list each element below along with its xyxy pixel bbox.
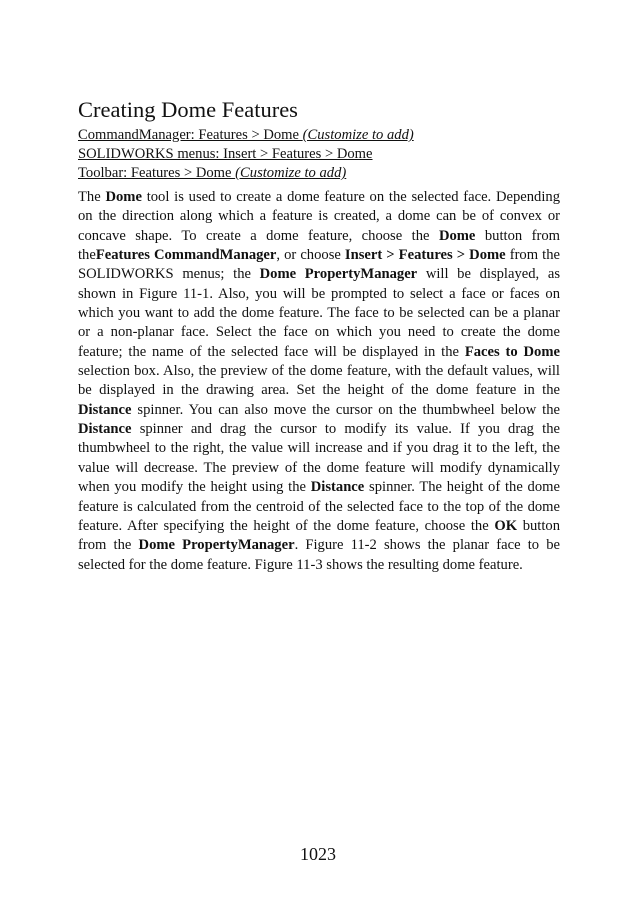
text-run: spinner and drag the cursor to modify its value. If you drag the thumbwheel to the right, the value will increase and if you drag it to the left, the value will decrease. The preview of the dome feature will modify dynamically when you modify the height using the bbox=[78, 421, 560, 496]
commandmanager-path bbox=[78, 126, 560, 145]
text-run: button from the bbox=[78, 227, 560, 264]
bold-run: Distance bbox=[78, 421, 132, 438]
menus-path-text: SOLIDWORKS menus: Insert > Features > Dome bbox=[78, 146, 373, 162]
menus-path bbox=[78, 145, 560, 164]
text-run: will be displayed, as shown in Figure 11-1. Also, you will be prompted to select a face or faces on which you want to add the dome feature. The face to be selected can be a planar or a non-planar face. Select the face on which you need to create the dome feature; the name of the selected face will be displayed in the bbox=[78, 266, 560, 360]
body-paragraph bbox=[78, 188, 560, 575]
bold-run: Dome PropertyManager bbox=[259, 266, 418, 283]
bold-run: OK bbox=[494, 517, 518, 534]
bold-run: Distance bbox=[78, 401, 132, 418]
bold-run: Dome bbox=[438, 227, 476, 244]
commandmanager-path-text: CommandManager: Features > Dome bbox=[78, 127, 303, 143]
toolbar-path bbox=[78, 164, 560, 183]
text-run: button from the bbox=[78, 517, 560, 554]
text-run: selection box. Also, the preview of the dome feature, with the default values, will be displayed in the drawing area. Set the height of the dome feature in the bbox=[78, 363, 560, 399]
text-run: , or choose bbox=[276, 247, 345, 264]
text-run: The bbox=[78, 189, 106, 205]
toolbar-path-text: Toolbar: Features > Dome bbox=[78, 165, 236, 181]
toolbar-path-note: (Customize to add) bbox=[235, 165, 347, 181]
page-number: 1023 bbox=[300, 844, 336, 864]
page-content bbox=[78, 96, 560, 589]
bold-run: Dome bbox=[105, 189, 142, 205]
bold-run: Dome PropertyManager bbox=[138, 537, 295, 554]
bold-run: Distance bbox=[310, 479, 365, 496]
bold-run: Faces to Dome bbox=[464, 343, 560, 360]
bold-run: Insert > Features > Dome bbox=[344, 247, 506, 264]
text-run: spinner. You can also move the cursor on the thumbwheel below the bbox=[131, 401, 560, 418]
commandmanager-path-note: (Customize to add) bbox=[302, 127, 414, 143]
text-run: from the SOLIDWORKS menus; the bbox=[78, 247, 560, 283]
text-run: tool is used to create a dome feature on the selected face. Depending on the direction along which a feature is created, a dome can be of convex or concave shape. To create a dome feature, choose the bbox=[78, 189, 560, 244]
text-run: spinner. The height of the dome feature is calculated from the centroid of the selected face to the top of the dome feature. After specifying the height of the dome feature, choose the bbox=[78, 479, 560, 534]
text-run: . Figure 11-2 shows the planar face to be selected for the dome feature. Figure 11-3 shows the resulting dome feature. bbox=[78, 537, 561, 573]
section-title: Creating Dome Features bbox=[78, 97, 298, 122]
bold-run: Features CommandManager bbox=[95, 247, 277, 264]
